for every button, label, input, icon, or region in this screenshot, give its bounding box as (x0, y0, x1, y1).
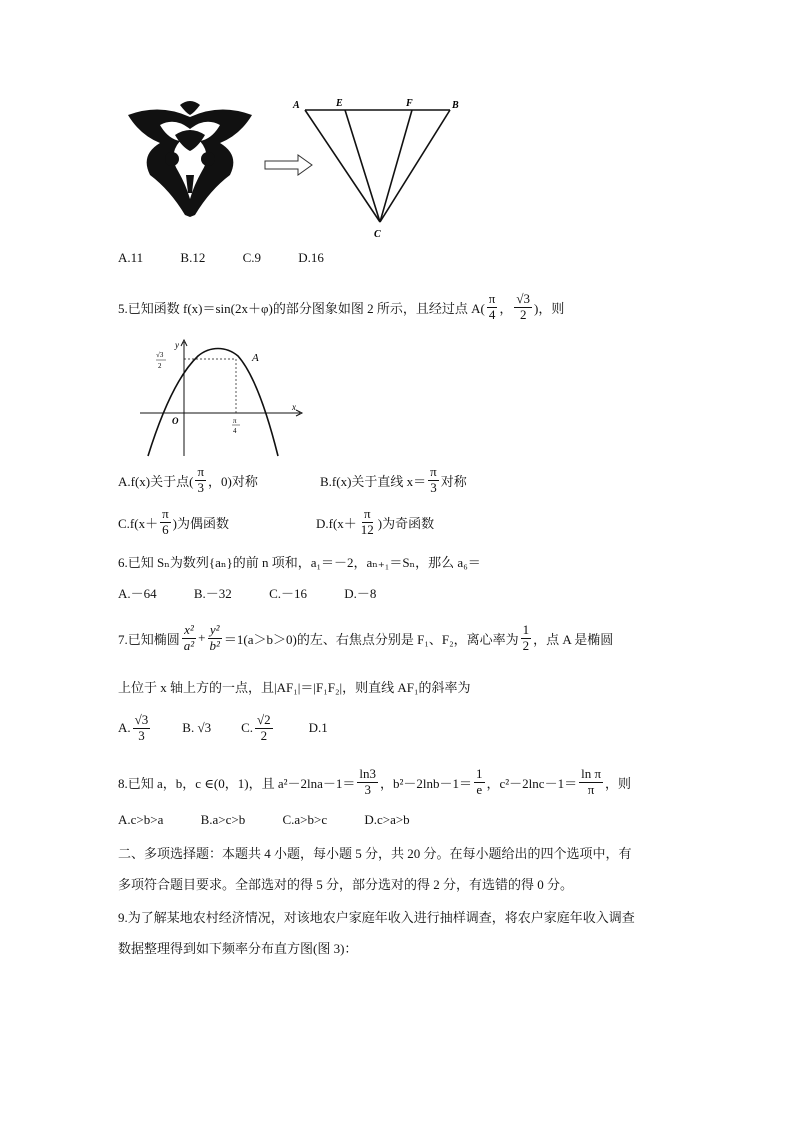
arrow-right-icon (265, 155, 312, 175)
q4-option-d: D.16 (298, 250, 324, 265)
q9-stem-line1: 9.为了解某地农村经济情况，对该地农户家庭年收入进行抽样调查，将农户家庭年收入调查 (118, 910, 635, 925)
q5-point-y: $\frac{√3}{2}$ (516, 291, 531, 322)
svg-text:O: O (172, 416, 179, 426)
q6-stem: 6.已知 Sₙ为数列{aₙ}的前 n 项和，a₁＝－2，aₙ₊₁＝Sₙ，那么 a₆＝ (118, 555, 481, 570)
svg-text:4: 4 (233, 427, 237, 435)
ornament-graphic (128, 101, 252, 217)
q6-options: A.－64 B.－32 C.－16 D.－8 (118, 586, 377, 601)
q5-option-b: B.f(x)关于直线 x＝ $\frac{\pi}{3}$ 对称 (320, 464, 467, 495)
q8-options: A.c>b>a B.a>c>b C.a>b>c D.c>a>b (118, 812, 410, 827)
label-E: E (336, 98, 343, 109)
q4-options (118, 250, 358, 266)
q5-option-d: D.f(x＋ $\frac{\pi}{12}$ )为奇函数 (316, 506, 435, 537)
q5-point-x: $\frac{\pi}{4}$ (488, 291, 496, 322)
q4-option-b: B.12 (180, 250, 206, 265)
q4-option-c: C.9 (242, 250, 261, 265)
svg-text:y: y (175, 340, 179, 350)
label-B: B (452, 100, 459, 111)
section-2-line1: 二、多项选择题：本题共 4 小题，每小题 5 分，共 20 分。在每小题给出的四个选项中，有 (118, 846, 632, 861)
q5-option-a: A.f(x)关于点( $\frac{\pi}{3}$ ，0)对称 (118, 464, 258, 495)
sine-curve (148, 349, 278, 457)
svg-text:2: 2 (158, 362, 162, 370)
triangle-diagram (305, 110, 450, 222)
q7-stem: 7.已知椭圆 $\frac{\text{x²}}{\text{a²}}$ + $\frac{\text{y²}}{\text{b²}}$ ＝1(a＞b＞0) 的左、右焦点分别是 F₁、F₂，离心率为 $\frac{1}{2}$ ，点 A 是椭圆 (118, 622, 614, 653)
label-F: F (406, 98, 413, 109)
figure-ornament-triangle (120, 95, 460, 245)
label-C: C (374, 229, 381, 240)
svg-text:x: x (292, 402, 296, 412)
q8-stem: 8.已知 a，b，c ∈(0，1)，且 a²－2lna－1＝ $\frac{\ln 3}{3}$ ，b²－2lnb－1＝ $\frac{1}{e}$ ，c²－2lnc－1＝ $\frac{\text{ln π}}{\pi}$ ，则 (118, 766, 632, 797)
section-2-line2: 多项符合题目要求。全部选对的得 5 分，部分选对的得 2 分，有选错的得 0 分。 (118, 877, 574, 892)
label-A: A (293, 100, 300, 111)
q9-stem-line2: 数据整理得到如下频率分布直方图(图 3)： (118, 941, 358, 956)
q7-stem-line2: 上位于 x 轴上方的一点，且|AF₁|＝|F₁F₂|，则直线 AF₁的斜率为 (118, 680, 471, 695)
svg-text:√3: √3 (156, 351, 164, 359)
svg-text:A: A (252, 352, 259, 364)
q5-sine-graph (138, 338, 308, 458)
q4-option-a: A.11 (118, 250, 144, 265)
q5-option-c: C.f(x＋ $\frac{\pi}{6}$ )为偶函数 (118, 506, 230, 537)
q7-options: A. $\frac{√3}{3}$ B. √3 C. $\frac{√2}{2}$ D.1 (118, 712, 328, 743)
q5-stem: 5.已知函数 f(x)＝sin(2x＋φ)的部分图象如图 2 所示，且经过点 A( $\frac{\pi}{4}$ ， $\frac{√3}{2}$ )，则 (118, 291, 565, 322)
svg-text:π: π (233, 417, 237, 425)
